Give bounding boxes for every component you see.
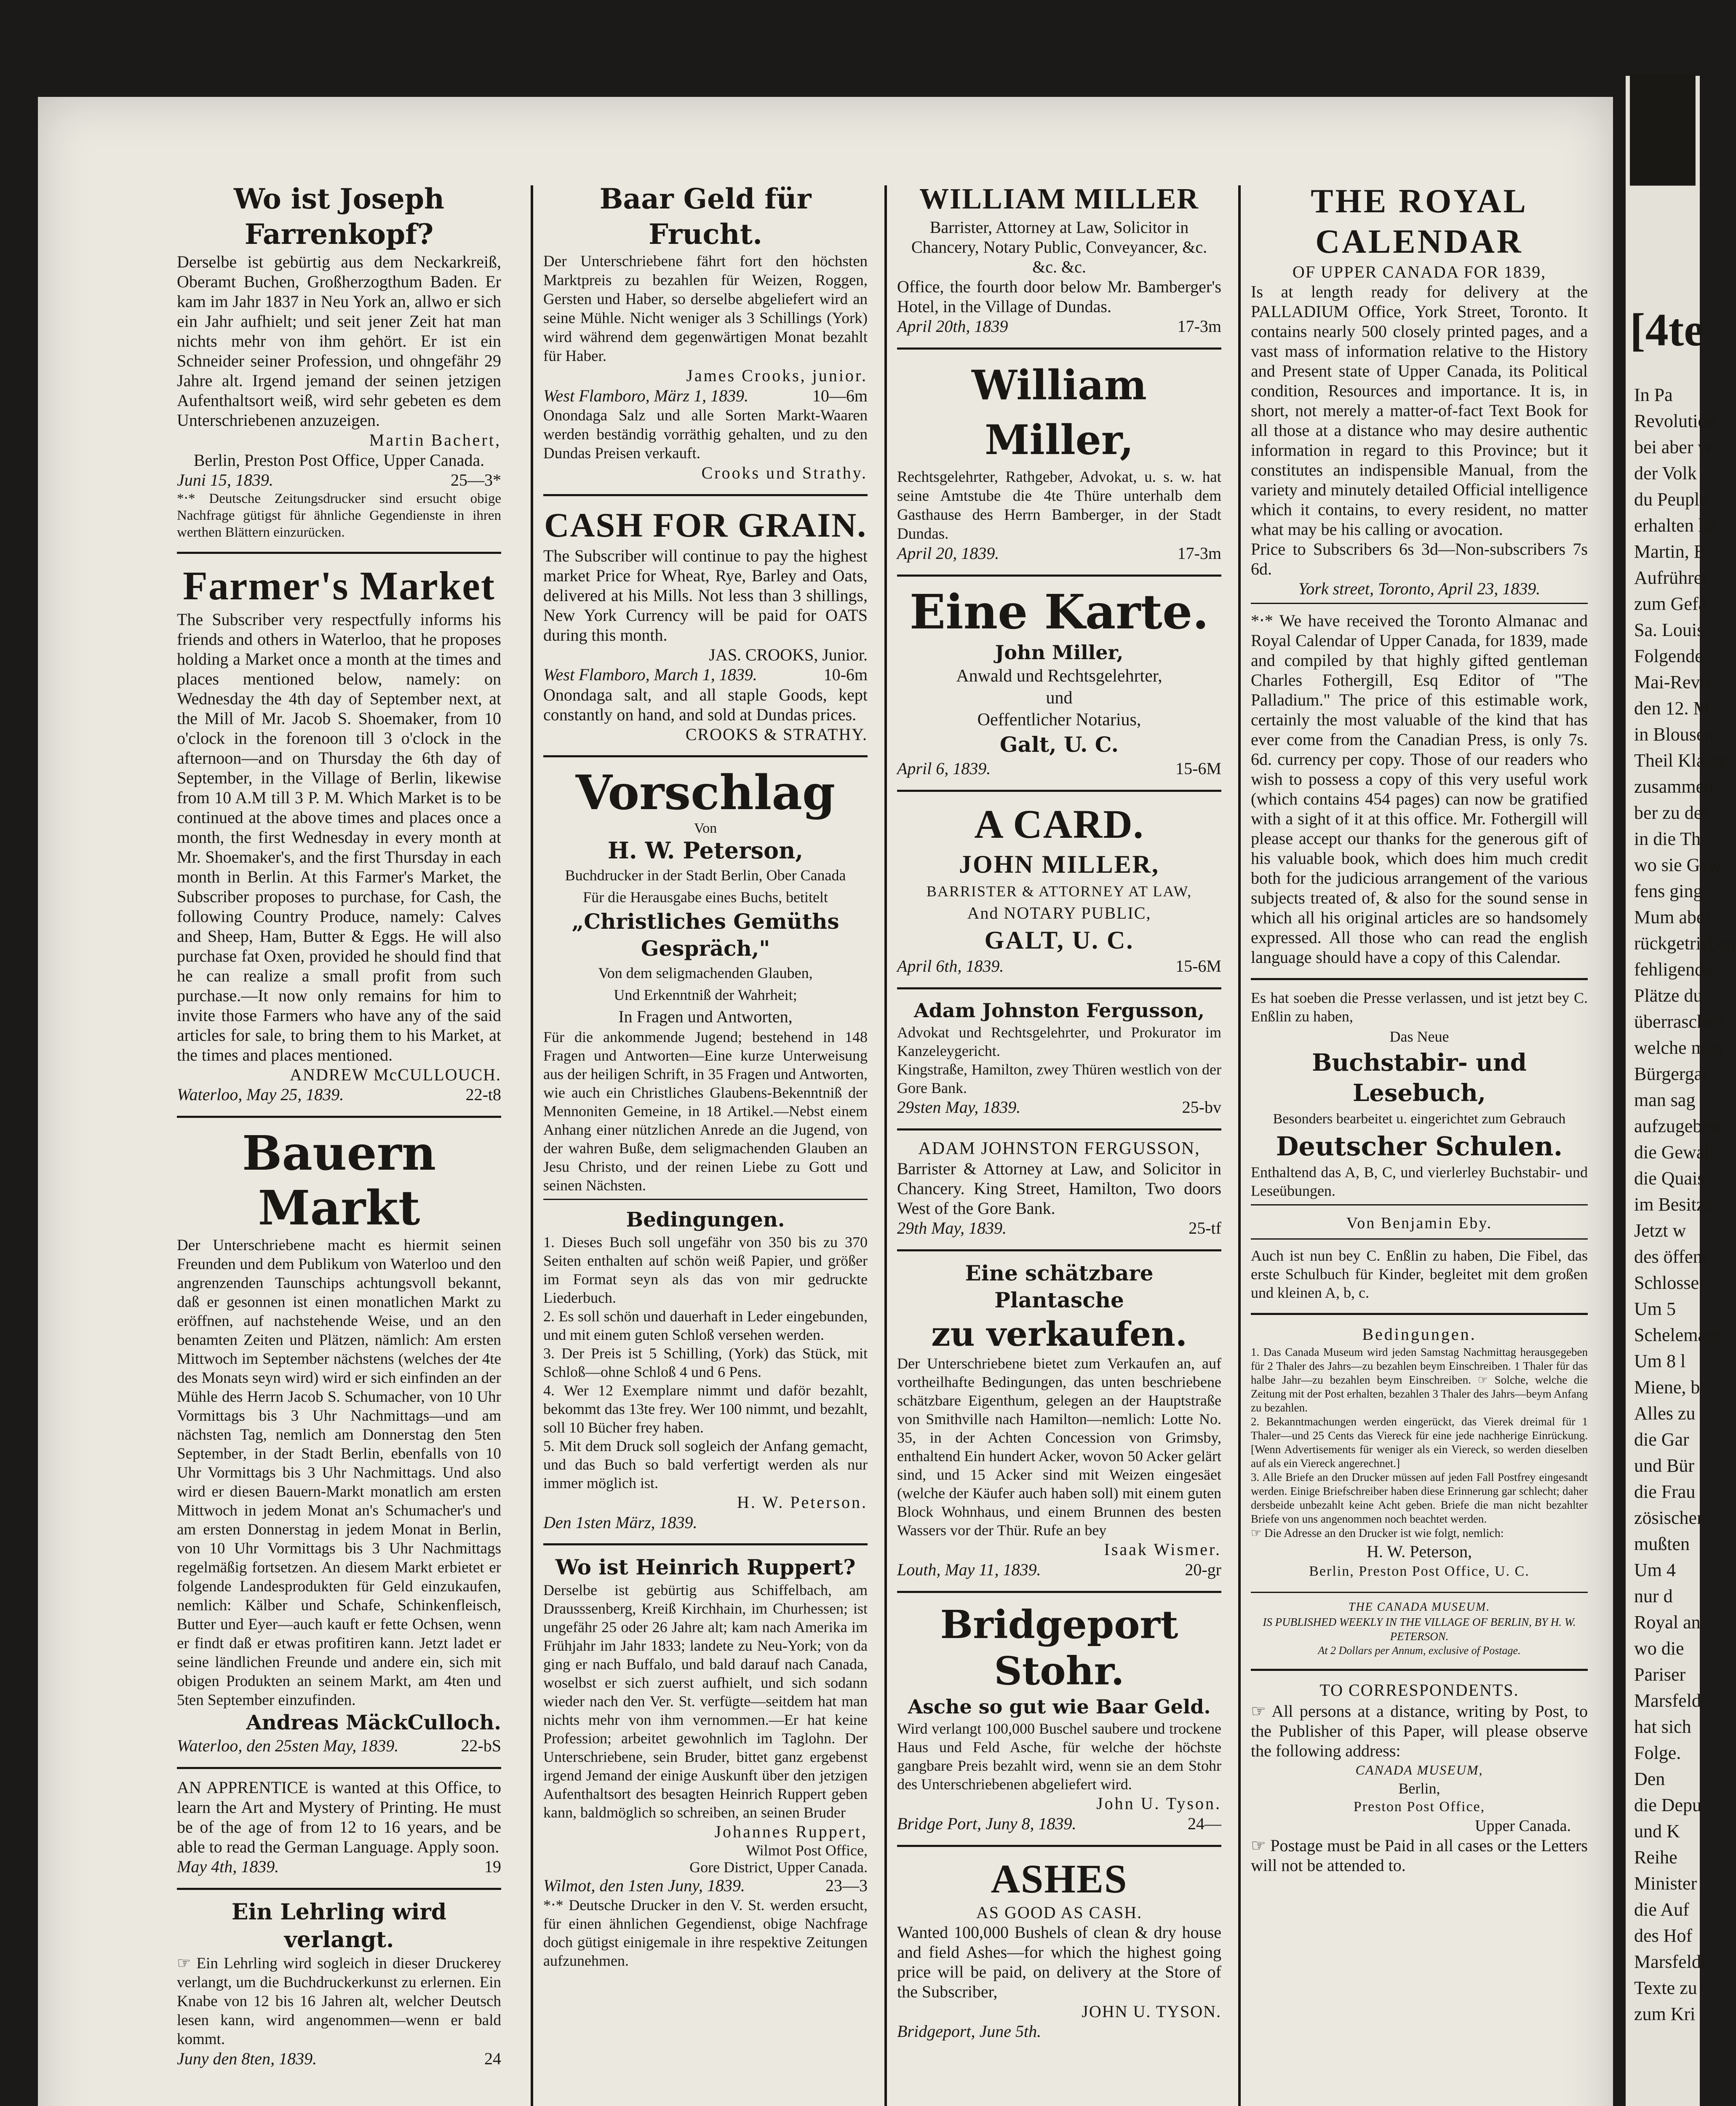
ad-signature-2: CROOKS & STRATHY. [685,725,868,744]
adjacent-page-line: du Peuple [1634,489,1708,510]
ad-title: Bridgeport Stohr. [940,1602,1178,1694]
separator [1251,1669,1588,1671]
ad-date-line [897,1560,1221,1580]
ad-signature: H. W. Peterson. [737,1493,868,1512]
ad-royal-calendar [1251,181,1588,967]
ad-line: Besonders bearbeitet u. eingerichtet zum Gebrauch [1273,1111,1566,1127]
adjacent-page-line: im Besitze [1634,1194,1713,1215]
separator [1251,1204,1588,1205]
separator [177,1116,501,1118]
ad-code: 15-6M [1175,957,1221,975]
condition-item: 5. Mit dem Druck soll sogleich der Anfang gemacht, und das Buch so bald verfertigt werden als nur immer möglich ist. [543,1438,868,1491]
ad-title: CASH FOR GRAIN. [544,506,867,544]
adjacent-page-line: ber zu der [1634,802,1708,823]
adjacent-page-line: Theil Klasse [1634,750,1728,771]
ad-date: Juny den 8ten, 1839. [177,2049,317,2068]
adjacent-page-line: nur d [1634,1586,1673,1606]
adjacent-page-line: Schlosse [1634,1272,1699,1293]
adjacent-page-line: bei aber w [1634,437,1712,457]
adjacent-page-line: mußten [1634,1534,1690,1554]
adjacent-page-line: Miene, b [1634,1377,1700,1398]
ad-plantasche [897,1260,1221,1580]
column-rule [884,185,887,2106]
ad-text: Der Unterschriebene bietet zum Verkaufen an, auf vortheilhafte Bedingungen, das unten beschriebene schätzbare Eigenthum, gelegen an der Hauptstraße von Smithville nach Hamilton—nemlich: Lotte No. 35, in der Achten Concession von Grimsby, enthaltend Ein hundert Acker, wovon 50 Acker gelärt sind, und 15 Acker sind mit Weizen eingesäet (welche der Käufer auch haben soll) mit einem guten Block Wohnhaus, und einem Brunnen des besten Wassers vor der Thür. Rufe an bey [897,1355,1221,1539]
ad-signature: Isaak Wismer. [1104,1540,1221,1559]
adjacent-page-line: Marsfeld [1634,1690,1701,1711]
adjacent-page-line: zum Kri [1634,2004,1696,2024]
ad-date: 29sten May, 1839. [897,1098,1021,1117]
column-3 [897,181,1221,2052]
adjacent-page-line: die Depu [1634,1795,1702,1815]
separator [177,1767,501,1769]
ad-text: Derselbe ist gebürtig aus dem Neckarkreiß, Oberamt Buchen, Großherzogthum Baden. Er kam im Jahr 1837 in Neu York an, allwo er sich ein Jahr aufhielt; und seit jener Zeit hat man nichts mehr von ihm gehört. Er ist ein Schneider seiner Profession, und ohngefähr 29 Jahre alt. Irgend jemand der seinen jetzigen Aufenthaltsort weiß, wird sehr gebeten es dem Unterschriebenen anzuzeigen. [177,252,501,430]
ad-text-3: Auch ist nun bey C. Enßlin zu haben, Die Fibel, das erste Schulbuch für Kinder, begleitet mit dem großen und kleinen A, b, c. [1251,1247,1588,1301]
notice-address: Berlin, [1398,1780,1440,1797]
ad-date-line [897,1097,1221,1117]
ad-title-2: CALENDAR [1315,223,1523,260]
separator [897,1591,1221,1593]
ad-eine-karte [897,585,1221,779]
condition-item: 4. Wer 12 Exemplare nimmt und daför bezahlt, bekommt das 13te frey. Wer 100 nimmt, und bezahlt, soll 10 Bücher frey haben. [543,1382,868,1436]
ad-title: Eine Karte. [909,585,1209,640]
ad-code: 20-gr [1185,1560,1221,1579]
ad-date-line [897,956,1221,976]
ad-line: Und Erkenntniß der Wahrheit; [614,986,797,1003]
separator [1251,1313,1588,1315]
notice-address: CANADA MUSEUM, [1355,1762,1483,1777]
correspondents-notice [1251,1679,1588,1875]
column-rule [1238,185,1241,2106]
ad-name: JOHN MILLER, [959,850,1160,878]
adjacent-page-lines [1626,382,1736,2027]
terms-item: 2. Bekanntmachungen werden eingerückt, das Vierek dreimal für 1 Thaler—und 25 Cents das Viereck für eine jede nachherige Einrückung. [Wenn Advertisements für weniger als ein Viereck, so werden dieselben auf als ein Viereck angerechnet.] [1251,1415,1588,1470]
ad-text: Rechtsgelehrter, Rathgeber, Advokat, u. s. w. hat seine Amtstube die 4te Thüre unterhalb dem Gasthause des Herrn Bamberger, in der Stadt Dundas. [897,468,1221,543]
adjacent-page-line: überraschen [1634,1011,1724,1032]
separator [1251,1592,1588,1593]
adjacent-page-line: Jetzt w [1634,1220,1686,1241]
terms-item: 3. Alle Briefe an den Drucker müssen auf jeden Fall Postfrey eingesandt werden. Einige Briefschreiber haben diese Erinnerung gar schlecht; daher dersbeide unbezahlt keine Acht geben. Briefe die man nicht bezahlter Briefe von uns angenommen noch beachtet werden. [1251,1471,1588,1525]
ad-title-2: Deutscher Schulen. [1276,1131,1563,1162]
ad-text: The Subscriber will continue to pay the highest market Price for Wheat, Rye, Barley and Oats, delivered at his Mills. Not less than 3 shillings, New York Currency will be paid for OATS during this month. [543,546,868,644]
ad-title: A CARD. [974,802,1144,847]
ad-code: 25-tf [1188,1219,1221,1237]
ad-code: 17-3m [1177,544,1221,563]
ad-date: Wilmot, den 1sten Juny, 1839. [543,1876,745,1895]
ad-code: 19 [484,1857,501,1876]
adjacent-page-line: welche man [1634,1037,1723,1058]
ad-date: West Flamboro, March 1, 1839. [543,665,757,684]
ad-address: Wilmot Post Office, [746,1842,868,1859]
separator [543,494,868,496]
masthead-notice [1251,1600,1588,1658]
adjacent-page-line: wo sie Gew [1634,855,1722,875]
ad-name: John Miller, [995,641,1124,664]
separator [897,575,1221,577]
ad-date: April 20, 1839. [897,544,999,563]
notice-line: At 2 Dollars per Annum, exclusive of Postage. [1318,1644,1521,1657]
adjacent-page-line: in die Th [1634,829,1701,849]
ad-text: Barrister & Attorney at Law, and Solicitor in Chancery. King Street, Hamilton, Two doors West of the Gore Bank. [897,1159,1221,1218]
ad-date-line [897,1218,1221,1238]
ad-note: *‧* We have received the Toronto Almanac and Royal Calendar of Upper Canada, for 1839, made and compiled by that highly gifted gentleman Charles Fothergill, Esq Editor of "The Palladium." The price of this estimable work, certainly the most valuable of the kind that has ever come from the Canadian Press, is only 7s. 6d. currency per copy. Those of our readers who wish to possess a copy of this very useful work (which contains 454 pages) can now be gratified with a sight of it at this office. Mr. Fothergill will please accept our thanks for the generous gift of his valuable book, which does him much credit both for the judicious arrangement of the various subjects treated of, & also for the sound sense in which all his original articles are so handsomely expressed. All those who can read the english language should have a copy of this Calendar. [1251,611,1588,967]
adjacent-page-line: Aufrührer [1634,567,1708,588]
ad-signature: Martin Bachert, [369,430,501,449]
adjacent-page-line: Bürgergar [1634,1064,1709,1084]
ad-title: THE ROYAL [1311,183,1528,220]
ad-code: 10-6m [823,665,868,684]
ad-vorschlag [543,766,868,1532]
ad-title: Wo ist Joseph Farrenkopf? [234,182,444,251]
ad-text: Is at length ready for delivery at the PALLADIUM Office, York Street, Toronto. It contains nearly 500 closely printed pages, and a vast mass of information relative to the History and Present state of Upper Canada, its Political condition, Resources and importance. It is, in short, not merely a matter-of-fact Text Book for all those at a distance who may desire authentic information in regard to this Province; but it constitutes an indispensible Manual, from the variety and minutely detailed Official intelligence which it contains, to every resident, no matter what may be his calling or avocation. [1251,282,1588,539]
ad-date-line [897,543,1221,564]
adjacent-page-line: die Quais [1634,1168,1705,1189]
ad-name: H. W. Peterson, [607,837,804,864]
ad-title: WILLIAM MILLER [919,183,1199,215]
ad-date: Waterloo, den 25sten May, 1839. [177,1736,399,1755]
ad-signature: JOHN U. TYSON. [1082,2002,1221,2021]
ad-text: ☞ Ein Lehrling wird sogleich in dieser Druckerey verlangt, um die Buchdruckerkunst zu erlernen. Ein Knabe von 12 bis 16 Jahren alt, welcher Deutsch lesen kann, wird angenommen—wenn er bald kommt. [177,1955,501,2048]
adjacent-page-line: und K [1634,1821,1680,1841]
ad-signature-2: Crooks und Strathy. [701,463,868,482]
separator [897,347,1221,350]
ad-date: Bridgeport, June 5th. [897,2022,1042,2041]
adjacent-page-line: aufzugeben [1634,1116,1720,1136]
ad-date-line [177,1085,501,1105]
ad-extra: Onondaga salt, and all staple Goods, kept constantly on hand, and sold at Dundas prices. [543,685,868,724]
ad-text-2: Enthaltend das A, B, C, und vierlerley Buchstabir- und Leseübungen. [1251,1164,1588,1199]
ad-line: BARRISTER & ATTORNEY AT LAW, [926,883,1192,900]
ad-ruppert [543,1554,868,1970]
ad-subtitle: Asche so gut wie Baar Geld. [908,1695,1211,1718]
separator [177,552,501,554]
condition-item: 1. Dieses Buch soll ungefähr von 350 bis zu 370 Seiten enthalten auf schön weiß Papier, und größer im Format seyn als das von mir gedruckte Liederbuch. [543,1234,868,1306]
column-1 [177,181,501,2080]
ad-extra: Onondaga Salz und alle Sorten Markt-Waaren werden beständig vorräthig gehalten, und zu den Dundas Preisen verkauft. [543,407,868,462]
ad-code: 17-3m [1177,317,1221,336]
ad-a-card [897,800,1221,976]
notice-address: Preston Post Office, [1353,1799,1485,1815]
ad-code: 23—3 [825,1876,868,1895]
adjacent-page-line: der Volk [1634,463,1697,484]
ad-date-line [897,759,1221,779]
notice-note: ☞ Postage must be Paid in all cases or the Letters will not be attended to. [1251,1836,1588,1875]
ad-author: Von Benjamin Eby. [1346,1214,1493,1232]
ad-code: 25-bv [1182,1098,1221,1117]
ad-fergusson-de [897,998,1221,1117]
separator [897,1128,1221,1131]
ad-von: Von [694,820,717,836]
adjacent-page-line: Um 5 [1634,1299,1676,1319]
terms-name: H. W. Peterson, [1367,1542,1472,1561]
ad-william-miller-de [897,358,1221,564]
ad-date: April 20th, 1839 [897,317,1008,336]
ad-text: Wanted 100,000 Bushels of clean & dry house and field Ashes—for which the highest going price will be paid, on delivery at the Store of the Subscriber, [897,1923,1221,2001]
separator [1251,978,1588,980]
adjacent-page-line: zusammen [1634,776,1714,797]
notice-text: ☞ All persons at a distance, writing by Post, to the Publisher of this Paper, will please observe the following address: [1251,1702,1588,1760]
ad-date: West Flamboro, März 1, 1839. [543,386,749,405]
ad-date-line [177,2049,501,2069]
ad-place: Galt, U. C. [999,732,1119,757]
adjacent-page-line: die Gar [1634,1429,1689,1450]
ad-place: GALT, U. C. [984,926,1134,954]
ad-title: Vorschlag [575,765,836,820]
ad-cash-for-grain [543,505,868,744]
adjacent-page-line: Pariser [1634,1664,1686,1685]
separator [897,987,1221,989]
ad-title: Bauern Markt [242,1126,436,1236]
separator [1251,1238,1588,1240]
adjacent-page-line: In Pa [1634,385,1673,405]
ad-line: Für die Herausgabe eines Buchs, betitelt [583,889,828,906]
separator [897,1845,1221,1847]
ad-text-2: Kingstraße, Hamilton, zwey Thüren westlich von der Gore Bank. [897,1061,1221,1096]
ad-line: Von dem seligmachenden Glauben, [598,965,813,981]
ad-date: April 6th, 1839. [897,957,1004,975]
adjacent-page-line: Alles zu [1634,1403,1696,1424]
ad-code: 24— [1188,1814,1221,1833]
terms-block [1251,1323,1588,1581]
ad-signature: John U. Tyson. [1096,1794,1221,1813]
ad-text: AN APPRENTICE is wanted at this Office, to learn the Art and Mystery of Printing. He must be of the age of from 12 to 16 years, and be able to read the German Language. Apply soon. [177,1778,501,1856]
ad-signature: Johannes Ruppert, [714,1822,868,1841]
ad-date-line [177,470,501,490]
adjacent-page-line: den 12. M [1634,698,1710,719]
ad-code: 22-t8 [465,1085,501,1104]
ad-price: Price to Subscribers 6s 3d—Non-subscribers 7s 6d. [1251,540,1588,578]
adjacent-page-line: Royal an [1634,1612,1701,1633]
ad-occupation: Buchdrucker in der Stadt Berlin, Ober Canada [565,867,846,884]
ad-date: Bridge Port, Juny 8, 1839. [897,1814,1076,1833]
ad-apprentice [177,1777,501,1877]
condition-item: 2. Es soll schön und dauerhaft in Leder eingebunden, und mit einem guten Schloß versehen werden. [543,1308,868,1343]
ad-fergusson-en [897,1139,1221,1238]
ad-date-line [543,1876,868,1896]
ad-date-line [543,386,868,406]
ad-text: Advokat und Rechtsgelehrter, und Prokurator im Kanzeleygericht. [897,1024,1221,1059]
ad-baar-geld [543,181,868,483]
separator [897,790,1221,792]
separator [543,1199,868,1200]
adjacent-page-line: Revolution [1634,411,1717,431]
adjacent-page-line: Mum aber [1634,907,1711,927]
ad-bridgeport-stohr [897,1601,1221,1834]
ad-code: 22-bS [461,1736,501,1755]
ad-date-line [543,665,868,685]
separator [543,755,868,757]
adjacent-page-line: Folgende [1634,646,1703,666]
adjacent-page-header: █ [1630,75,1696,178]
adjacent-page-line: zösischen [1634,1507,1707,1528]
ad-line: And NOTARY PUBLIC, [967,903,1151,922]
ad-title: Ein Lehrling wird verlangt. [231,1899,447,1953]
ad-subtitle: OF UPPER CANADA FOR 1839, [1292,262,1546,281]
ad-farmers-market [177,562,501,1105]
adjacent-page-line: wo die [1634,1638,1684,1659]
adjacent-page-line: die Auf [1634,1899,1689,1920]
ad-text: Barrister, Attorney at Law, Solicitor in Chancery, Notary Public, Conveyancer, &c. &c. &c. [911,218,1207,276]
ad-subtitle: AS GOOD AS CASH. [976,1903,1143,1922]
adjacent-page-line: zum Gefä [1634,593,1707,614]
adjacent-page-line: Um 4 [1634,1560,1676,1580]
ad-text: The Subscriber very respectfully informs his friends and others in Waterloo, that he proposes holding a Market once a month at the times and places mentioned below, namely: on Wednesday the 4th day of September next, at the Mill of Mr. Jacob S. Shoemaker, from 10 o'clock in the forenoon till 3 o'clock in the afternoon—and on Thursday the 6th day of September, in the Village of Berlin, likewise from 10 A.M till 3 P. M. Which Market is to be continued at the above times and places once a month, the first Wednesday in every month at Mr. Shoemaker's, and the first Thursday in each month in Berlin. At this Farmer's Market, the Subscriber proposes to purchase, for Cash, the following Country Produce, namely: Calves and Sheep, Ham, Butter & Eggs. He will also purchase fat Oxen, provided he should find that he can realize a small profit from such purchase.—It now only remains for him to invite those Farmers who have any of the said articles for sale, to bring them to his Market, at the times and places mentioned. [177,610,501,1064]
ad-title: Baar Geld für Frucht. [599,182,812,251]
terms-address-note: ☞ Die Adresse an den Drucker ist wie folgt, nemlich: [1251,1527,1504,1540]
adjacent-page-line: Marsfelde [1634,1951,1709,1972]
ad-code: 15-6M [1175,759,1221,778]
adjacent-page-line: Den [1634,1769,1665,1789]
ad-date: Den 1sten März, 1839. [543,1513,697,1532]
ad-signature: JAS. CROOKS, Junior. [709,645,868,664]
ad-date: York street, Toronto, April 23, 1839. [1298,579,1541,598]
ad-ashes [897,1855,1221,2041]
ad-title: Adam Johnston Fergusson, [913,999,1205,1022]
ad-date: April 6, 1839. [897,759,991,778]
ad-date: May 4th, 1839. [177,1857,279,1876]
ad-note: *‧* Deutsche Drucker in den V. St. werden ersucht, für einen ähnlichen Gegendienst, obige Nachfrage doch gütigst einigemale in ihre respektive Zeitungen aufzunehmen. [543,1897,868,1969]
ad-title: Farmer's Market [183,563,495,608]
terms-title: Bedingungen. [1362,1325,1477,1344]
adjacent-page-line: fens ging [1634,881,1703,901]
adjacent-page-line: des öffent [1634,1246,1707,1267]
notice-address: Upper Canada. [1475,1817,1571,1835]
ad-signature: Andreas MäckCulloch. [246,1711,501,1735]
ad-date-line [897,316,1221,337]
adjacent-page-line: in Blousen [1634,724,1714,745]
ad-title: Buchstabir- und Lesebuch, [1312,1049,1527,1107]
adjacent-page-line: Reihe [1634,1847,1677,1868]
ad-date: Waterloo, May 25, 1839. [177,1085,344,1104]
ad-address: Gore District, Upper Canada. [689,1859,868,1876]
ad-title-2: zu verkaufen. [931,1314,1187,1354]
ad-signature: James Crooks, junior. [686,366,868,385]
ad-date: Juni 15, 1839. [177,470,273,489]
ad-date: 29th May, 1839. [897,1219,1007,1237]
adjacent-page-line: Um 8 l [1634,1351,1686,1371]
notice-title: TO CORRESPONDENTS. [1319,1681,1519,1700]
separator [177,1888,501,1890]
ad-line: und [1046,688,1073,708]
conditions-title: Bedingungen. [626,1208,785,1232]
adjacent-page-line: man sag [1634,1090,1696,1110]
terms-address: Berlin, Preston Post Office, U. C. [1309,1563,1530,1579]
ad-note: *‧* Deutsche Zeitungsdrucker sind ersucht obige Nachfrage gütigst für ähnliche Gegendienste in ihren werthen Blättern einzurücken. [177,491,501,540]
ad-title: ASHES [991,1856,1128,1901]
column-4 [1251,181,1588,1886]
adjacent-page-line: fehligende [1634,959,1712,980]
ad-text: Wird verlangt 100,000 Buschel saubere und trockene Haus und Feld Asche, für welche der höchste gangbare Preis bezahlt wird, wenn sie an dem Stohr des Unterschriebenen abgeliefert wird. [897,1720,1221,1793]
ad-farrenkopf [177,181,501,541]
adjacent-page-line: hat sich [1634,1716,1691,1737]
adjacent-page-line: rückgetrieben [1634,933,1736,954]
ad-code: 10—6m [812,386,868,405]
ad-text: Es hat soeben die Presse verlassen, und ist jetzt bey C. Enßlin zu haben, [1251,989,1588,1025]
ad-line: Das Neue [1389,1028,1449,1045]
adjacent-page-line: die Frau [1634,1481,1696,1502]
ad-signature: ANDREW McCULLOUCH. [290,1065,501,1084]
separator [543,1543,868,1545]
separator [897,1249,1221,1251]
ad-text: Derselbe ist gebürtig aus Schiffelbach, am Drausssenberg, Kreiß Kirchhain, im Churhessen; ist ungefähr 25 oder 26 Jahre alt; kam nach Amerika im Frühjahr im Jahr 1833; landete zu Neu-York; von da ging er nach Buffalo, und bald darauf nach Canada, woselbst er sich zuerst aufhielt, und sich sodann wieder nach den Ver. St. verfügte—seitdem hat man nichts mehr von ihm vernommen.—Er hat keine Profession; arbeitet gewohnlich im Taglohn. Der Unterschriebene, sein Bruder, bittet ganz ergebenst irgend Jemand der einige Auskunft über den jetzigen Aufenthaltsort des besagten Heinrich Ruppert geben kann, baldmöglich so schreiben, an seinen Bruder [543,1582,868,1821]
terms-item: 1. Das Canada Museum wird jeden Samstag Nachmittag herausgegeben für 2 Thaler des Jahrs—zu bezahlen beym Einschreiben. 1 Thaler für das halbe Jahr—zu bezahlen beym Einschreiben. ☞ Solche, welche die Zeitung mit der Post erhalten, bezahlen 3 Thaler des Jahrs—beym Anfang zu bezahlen. [1251,1346,1588,1414]
ad-line: Anwald und Rechtsgelehrter, [956,666,1162,686]
adjacent-page-fragment [1626,75,1736,2106]
column-2 [543,181,868,1981]
ad-date: Louth, May 11, 1839. [897,1560,1041,1579]
ad-date-line [177,1857,501,1877]
ad-lesebuch [1251,989,1588,1302]
ad-date-line [897,1814,1221,1834]
adjacent-page-line: Minister [1634,1873,1697,1894]
ad-code: 25—3* [451,470,501,489]
ad-text: Für die ankommende Jugend; bestehend in 148 Fragen und Antworten—Eine kurze Unterweisung aus der heiligen Schrift, in 35 Fragen und Antworten, wie auch ein Christliches Glaubens-Bekenntniß der Mennoniten Gemeine, in 18 Artikel.—Nebst einem Anhang einer nützlichen Anrede an die Jugend, von der wahren Buße, dem seligmachenden Glauben an Jesu Christo, und der reinen Liebe zu Gott und seinen Nächsten. [543,1029,868,1194]
ad-title: Wo ist Heinrich Ruppert? [555,1555,856,1580]
ad-line: In Fragen und Antworten, [618,1007,793,1026]
ad-text: Der Unterschriebene fährt fort den höchsten Marktpreis zu bezahlen für Weizen, Roggen, Gersten und Haber, so derselbe abgeliefert wird an seine Mühle. Nicht weniger als 3 Schillings (York) wird während dem gegenwärtigen Monat bezahlt für Haber. [543,253,868,365]
notice-line: IS PUBLISHED WEEKLY IN THE VILLAGE OF BERLIN, BY H. W. PETERSON. [1263,1616,1576,1643]
notice-title: THE CANADA MUSEUM. [1348,1601,1490,1614]
adjacent-page-line: des Hof [1634,1925,1693,1946]
ad-william-miller-en [897,181,1221,337]
adjacent-page-line: Plätze du [1634,985,1703,1006]
column-rule [531,185,533,2106]
ad-bauern-markt [177,1126,501,1756]
ad-title: Eine schätzbare Plantasche [965,1261,1154,1312]
ad-text-2: Office, the fourth door below Mr. Bamberger's Hotel, in the Village of Dundas. [897,277,1221,316]
adjacent-page-line: und Bür [1634,1455,1694,1476]
condition-item: 3. Der Preis ist 5 Schilling, (York) das Stück, mit Schloß—ohne Schloß 4 und 6 Pens. [543,1345,868,1380]
ad-line: Oeffentlicher Notarius, [977,710,1141,730]
ad-code: 24 [484,2049,501,2068]
ad-title: ADAM JOHNSTON FERGUSSON, [918,1139,1200,1158]
adjacent-page-line: die Gewalt [1634,1142,1715,1163]
adjacent-page-line: Martin, B [1634,541,1707,562]
adjacent-page-line: Sa. Louis [1634,620,1704,640]
adjacent-page-line: Texte zu [1634,1978,1697,1998]
ad-book-title: „Christliches Gemüths Gespräch," [572,909,839,961]
ad-text: Der Unterschriebene macht es hiermit seinen Freunden und dem Publikum von Waterloo und den angrenzenden Taunschips achtungsvoll bekannt, daß er gesonnen ist einen monatlichen Markt zu eröffnen, auf nachstehende Weise, und an den benamten Zeiten und Plätzen, nämlich: Am ersten Mittwoch im September nächstens (welches der 4te des Monats seyn wird) wird er sich einfinden an der Mühle des Herrn Jacob S. Schumacher, von 10 Uhr Vormittags bis 3 Uhr Nachmittags—und am nächsten Tag, nemlich am Donnerstag den 5ten September, in der Stadt Berlin, ebenfalls von 10 Uhr Vormittags bis 3 Uhr Nachmittags. Und also wird er diesen Bauern-Markt monatlich am ersten Mittwoch in jedem Monat an's Schumacher's und am ersten Donnerstag in jedem Monat in Berlin, von 10 Uhr Vormittags bis 3 Uhr Nachmittags regelmäßig fortsetzen. An diesem Markt erbietet er folgende Landesprodukten für Geld einzukaufen, nemlich: Kälber und Schafe, Schinkenfleisch, Butter und Eyer—auch kauft er fette Ochsen, wenn er findt daß er etwas profitiren kann. Jetzt ladet er seine ländlichen Freunde und andere ein, sich mit obigen Produkten an seinem Markt, am 4ten und 5ten September einzufinden. [177,1237,501,1709]
ad-lehrling [177,1898,501,2069]
ad-title: William Miller, [972,361,1147,464]
ad-address: Berlin, Preston Post Office, Upper Canada. [193,451,485,470]
adjacent-page-line: Schelemans [1634,1325,1723,1345]
adjacent-page-title: [4te [1630,304,1705,355]
adjacent-page-line: erhalten ha [1634,515,1716,536]
ad-date-line [177,1736,501,1756]
adjacent-page-line: Mai-Revo [1634,672,1709,692]
separator [1251,603,1588,604]
adjacent-page-line: Folge. [1634,1743,1681,1763]
